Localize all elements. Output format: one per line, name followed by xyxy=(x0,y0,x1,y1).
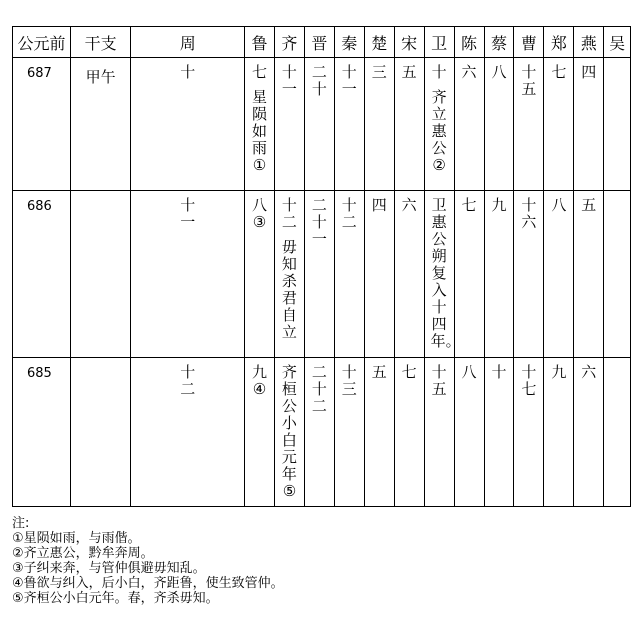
header-cai: 蔡 xyxy=(484,27,514,58)
qin-cell xyxy=(334,191,364,358)
chronology-table xyxy=(12,26,631,507)
qi-cell xyxy=(274,191,304,358)
song-value: 七 xyxy=(401,363,417,381)
qin-cell xyxy=(334,58,364,191)
wu-cell xyxy=(604,191,631,358)
header-chen: 陈 xyxy=(454,27,484,58)
qin-value: 十一 xyxy=(341,63,357,98)
header-zhou: 周 xyxy=(131,27,245,58)
qin-value: 十三 xyxy=(341,363,357,398)
cao-value: 十五 xyxy=(521,63,537,98)
chu-cell xyxy=(364,58,394,191)
lu-cell xyxy=(245,358,275,507)
yan-cell xyxy=(574,358,604,507)
zheng-value: 八 xyxy=(551,196,567,214)
zheng-value: 七 xyxy=(551,63,567,81)
table-row xyxy=(13,358,631,507)
header-lu: 鲁 xyxy=(245,27,275,58)
header-yan: 燕 xyxy=(574,27,604,58)
header-song: 宋 xyxy=(394,27,424,58)
table-row xyxy=(13,58,631,191)
header-chu: 楚 xyxy=(364,27,394,58)
song-cell xyxy=(394,58,424,191)
lu-cell xyxy=(245,191,275,358)
cai-value: 九 xyxy=(491,196,507,214)
chen-value: 七 xyxy=(461,196,477,214)
qi-value: 十二 xyxy=(281,196,297,231)
note-item: ⑤齐桓公小白元年。春，齐杀毋知。 xyxy=(12,591,219,606)
chu-value: 四 xyxy=(371,196,387,214)
qin-value: 十二 xyxy=(341,196,357,231)
ganzhi-cell xyxy=(70,191,131,358)
wu-cell xyxy=(604,58,631,191)
cai-cell xyxy=(484,191,514,358)
cao-value: 十七 xyxy=(521,363,537,398)
cao-cell xyxy=(514,58,544,191)
ganzhi-cell xyxy=(70,358,131,507)
zheng-cell xyxy=(544,58,574,191)
cao-value: 十六 xyxy=(521,196,537,231)
cao-cell xyxy=(514,191,544,358)
ganzhi-cell: 甲午 xyxy=(70,58,131,191)
header-wu: 吴 xyxy=(604,27,631,58)
header-year: 公元前 xyxy=(13,27,71,58)
yan-value: 四 xyxy=(581,63,597,81)
note-item: ②齐立惠公，黔牟奔周。 xyxy=(12,546,154,561)
notes-title: 注: xyxy=(12,516,30,531)
qi-note: 毋知杀君自立 xyxy=(281,238,297,341)
chen-value: 六 xyxy=(461,63,477,81)
cai-value: 十 xyxy=(491,363,507,381)
chen-cell xyxy=(454,58,484,191)
yan-cell xyxy=(574,191,604,358)
wei-cell xyxy=(424,191,461,358)
zheng-value: 九 xyxy=(551,363,567,381)
header-ganzhi: 干支 xyxy=(70,27,131,58)
cai-value: 八 xyxy=(491,63,507,81)
year-cell: 685 xyxy=(13,358,71,507)
header-row xyxy=(13,27,631,58)
chu-cell xyxy=(364,191,394,358)
qi-value: 十一 xyxy=(281,63,297,98)
wei-cell xyxy=(424,358,454,507)
qi-value: 齐桓公小白元年⑤ xyxy=(281,363,297,500)
chen-value: 八 xyxy=(461,363,477,381)
zheng-cell xyxy=(544,358,574,507)
wei-note: 十四年。 xyxy=(430,298,461,350)
note-item: ③子纠来奔，与管仲俱避毋知乱。 xyxy=(12,561,206,576)
wei-value: 十五 xyxy=(431,363,447,398)
header-jin: 晋 xyxy=(304,27,334,58)
jin-cell xyxy=(304,58,334,191)
jin-cell xyxy=(304,191,334,358)
chu-value: 三 xyxy=(371,63,387,81)
yan-cell xyxy=(574,58,604,191)
zhou-cell xyxy=(131,358,245,507)
header-zheng: 郑 xyxy=(544,27,574,58)
song-value: 六 xyxy=(401,196,417,214)
song-cell xyxy=(394,358,424,507)
note-item: ①星陨如雨，与雨偕。 xyxy=(12,531,141,546)
song-value: 五 xyxy=(401,63,417,81)
lu-value: 八③ xyxy=(251,196,267,231)
lu-note: 星陨如雨① xyxy=(251,88,267,174)
wei-value: 卫惠公朔复入 xyxy=(431,196,447,299)
header-qi: 齐 xyxy=(274,27,304,58)
wei-note: 齐立惠公② xyxy=(431,88,447,174)
jin-value: 二十 xyxy=(311,63,327,98)
song-cell xyxy=(394,191,424,358)
chen-cell xyxy=(454,358,484,507)
year-cell: 687 xyxy=(13,58,71,191)
lu-value: 九④ xyxy=(251,363,267,398)
chu-cell xyxy=(364,358,394,507)
header-wei: 卫 xyxy=(424,27,454,58)
zhou-value: 十 xyxy=(180,63,196,81)
yan-value: 五 xyxy=(581,196,597,214)
wei-cell xyxy=(424,58,454,191)
cao-cell xyxy=(514,358,544,507)
qi-cell xyxy=(274,58,304,191)
zhou-cell xyxy=(131,58,245,191)
zheng-cell xyxy=(544,191,574,358)
cai-cell xyxy=(484,58,514,191)
lu-value: 七 xyxy=(251,63,267,81)
zhou-value: 十一 xyxy=(180,196,196,231)
year-cell: 686 xyxy=(13,191,71,358)
notes-section xyxy=(12,516,284,606)
qi-cell xyxy=(274,358,304,507)
yan-value: 六 xyxy=(581,363,597,381)
wei-value: 十 xyxy=(431,63,447,81)
header-qin: 秦 xyxy=(334,27,364,58)
jin-value: 二十一 xyxy=(311,196,327,248)
wu-cell xyxy=(604,358,631,507)
zhou-cell xyxy=(131,191,245,358)
qin-cell xyxy=(334,358,364,507)
lu-cell xyxy=(245,58,275,191)
jin-cell xyxy=(304,358,334,507)
table-row xyxy=(13,191,631,358)
cai-cell xyxy=(484,358,514,507)
chu-value: 五 xyxy=(371,363,387,381)
jin-value: 二十二 xyxy=(311,363,327,415)
zhou-value: 十二 xyxy=(180,363,196,398)
header-cao: 曹 xyxy=(514,27,544,58)
note-item: ④鲁欲与纠入，后小白，齐距鲁，使生致管仲。 xyxy=(12,576,284,591)
